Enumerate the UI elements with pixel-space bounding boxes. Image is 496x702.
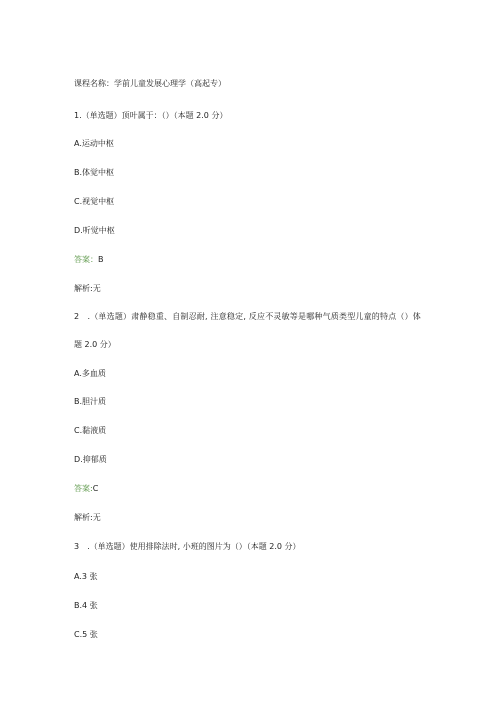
question-1-analysis: 解析:无 [74,284,101,293]
question-3-option-c: C.5 张 [74,630,98,639]
question-2-stem-line-2: 题 2.0 分） [74,340,116,349]
question-1-option-c: C.视觉中枢 [74,197,115,206]
question-2-option-b: B.胆汁质 [74,397,107,406]
question-2-stem-line-1: 2 .（单选题）肃静稳重、自制忍耐, 注意稳定, 反应不灵敏等是哪种气质类型儿童的特点（）体 [74,312,422,321]
question-2-answer [74,484,98,494]
answer-value: B [98,255,104,264]
question-1-option-a: A.运动中枢 [74,139,114,148]
question-1-option-b: B.体觉中枢 [74,168,115,177]
question-3-stem: 3 .（单选题）使用排除法时, 小班的图片为（）（本题 2.0 分） [74,542,301,551]
question-1-answer [74,255,104,265]
question-1-option-d: D.听觉中枢 [74,226,115,235]
question-2-option-a: A.多血质 [74,369,106,378]
question-1-stem: 1.（单选题）顶叶属于：（）（本题 2.0 分） [74,111,228,120]
question-2-option-d: D.抑郁质 [74,455,107,464]
question-3-option-b: B.4 张 [74,601,98,610]
answer-label: 答案： [74,255,98,264]
answer-label: 答案: [74,484,93,493]
course-title: 课程名称：学前儿童发展心理学（高起专） [74,79,226,88]
answer-value: C [92,484,99,493]
question-2-option-c: C.黏液质 [74,426,107,435]
question-3-option-a: A.3 张 [74,572,98,581]
question-2-analysis: 解析:无 [74,513,101,522]
